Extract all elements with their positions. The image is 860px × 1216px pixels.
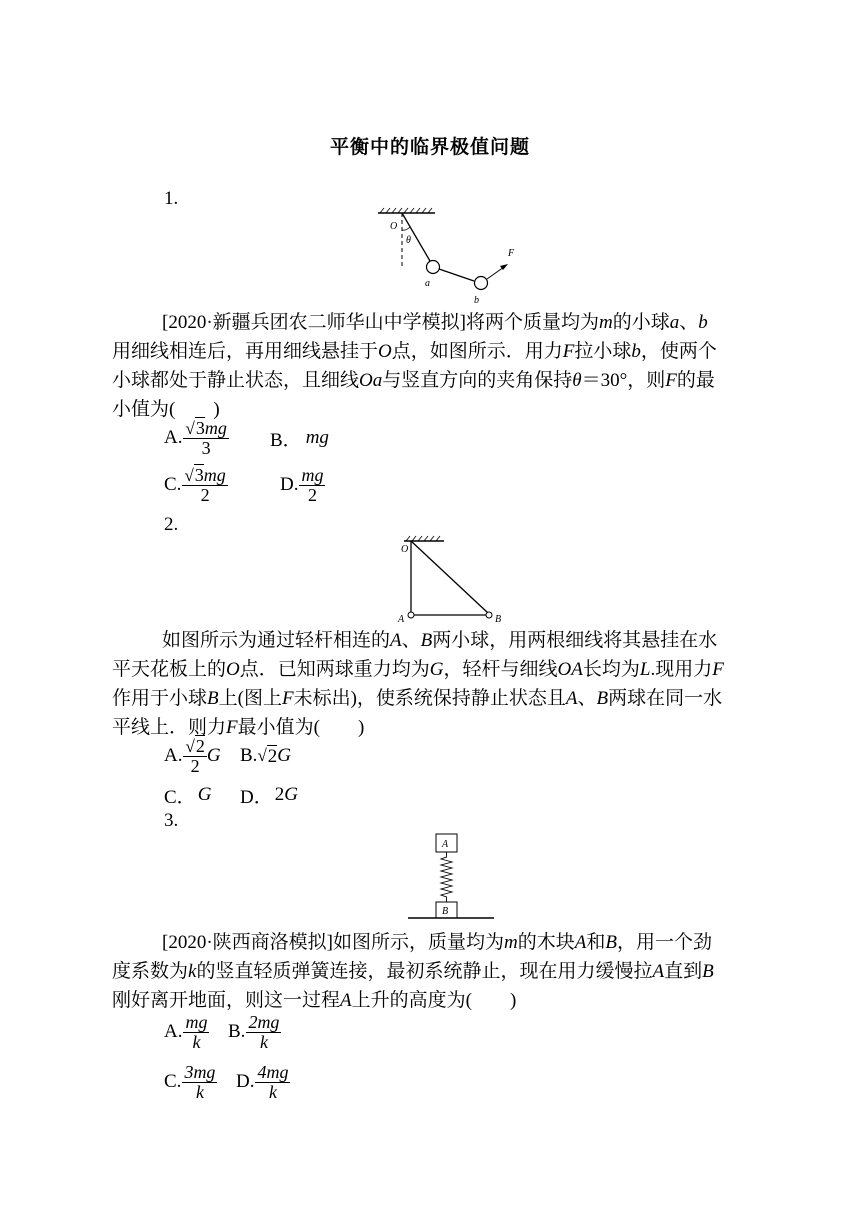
q1-text: [2020·新疆兵团农二师华山中学模拟]将两个质量均为m的小球a、b用细线相连后，再用细线悬挂于O点，如图所示．用力F拉小球b，使两个小球都处于静止状态，且细线Oa与竖直方向的夹角保持θ＝30°，则F的最小值为( ) bbox=[112, 312, 717, 420]
q3-number: 3. bbox=[164, 810, 179, 831]
q1-option-b[interactable]: B． mg bbox=[270, 427, 329, 451]
q1-label-a: a bbox=[425, 278, 430, 289]
q2-option-d[interactable]: D． 2 G bbox=[240, 784, 298, 808]
q1-option-a[interactable]: A. $\frac{√3mg}{3}$ bbox=[164, 417, 227, 458]
q3-option-c[interactable]: C. $\frac{3mg}{k}$ bbox=[164, 1061, 216, 1102]
q1-label-theta: θ bbox=[406, 235, 411, 246]
q2-options bbox=[164, 734, 298, 812]
page-title: 平衡中的临界极值问题 bbox=[329, 136, 530, 158]
q2-text: 如图所示为通过轻杆相连的A、B两小球，用两根细线将其悬挂在水平天花板上的O点．已知两球重力均为G，轻杆与细线OA长均为L.现用力F作用于小球B上(图上F未标出)，使系统保持静止状态且A、B两球在同一水平线上．则力F最小值为( ) bbox=[112, 630, 724, 738]
q1-number: 1. bbox=[164, 188, 179, 209]
q2-figure bbox=[396, 536, 516, 628]
q1-options bbox=[164, 416, 329, 507]
q2-option-b[interactable]: B. √ 2 G bbox=[240, 745, 292, 767]
q3-label-B: B bbox=[442, 906, 449, 917]
q3-label-A: A bbox=[442, 839, 449, 850]
q1-option-d[interactable]: D. $\frac{mg}{2}$ bbox=[280, 464, 324, 505]
q1-figure bbox=[370, 208, 530, 308]
q3-figure bbox=[406, 830, 496, 924]
q2-number: 2. bbox=[164, 514, 179, 535]
q2-label-O: O bbox=[401, 544, 409, 555]
q2-label-A: A bbox=[398, 614, 405, 625]
q2-option-c[interactable]: C． G bbox=[164, 784, 212, 808]
q1-label-F: F bbox=[508, 248, 515, 259]
q3-option-a[interactable]: A. $\frac{mg}{k}$ bbox=[164, 1011, 208, 1052]
q3-text: [2020·陕西商洛模拟]如图所示，质量均为m的木块A和B，用一个劲度系数为k的竖直轻质弹簧连接，最初系统静止，现在用力缓慢拉A直到B刚好离开地面，则这一过程A上升的高度为( ) bbox=[112, 932, 714, 1011]
q3-options bbox=[164, 1010, 290, 1104]
q1-label-b: b bbox=[474, 295, 479, 306]
q2-option-a[interactable]: A. $\frac{√2}{2}$ G bbox=[164, 735, 221, 776]
q2-label-B: B bbox=[495, 614, 502, 625]
q3-option-d[interactable]: D. $\frac{4mg}{k}$ bbox=[236, 1061, 289, 1102]
q3-option-b[interactable]: B. $\frac{2mg}{k}$ bbox=[228, 1011, 280, 1052]
q1-label-O: O bbox=[390, 221, 398, 232]
q1-option-c[interactable]: C. $\frac{√3mg}{2}$ bbox=[164, 464, 226, 505]
